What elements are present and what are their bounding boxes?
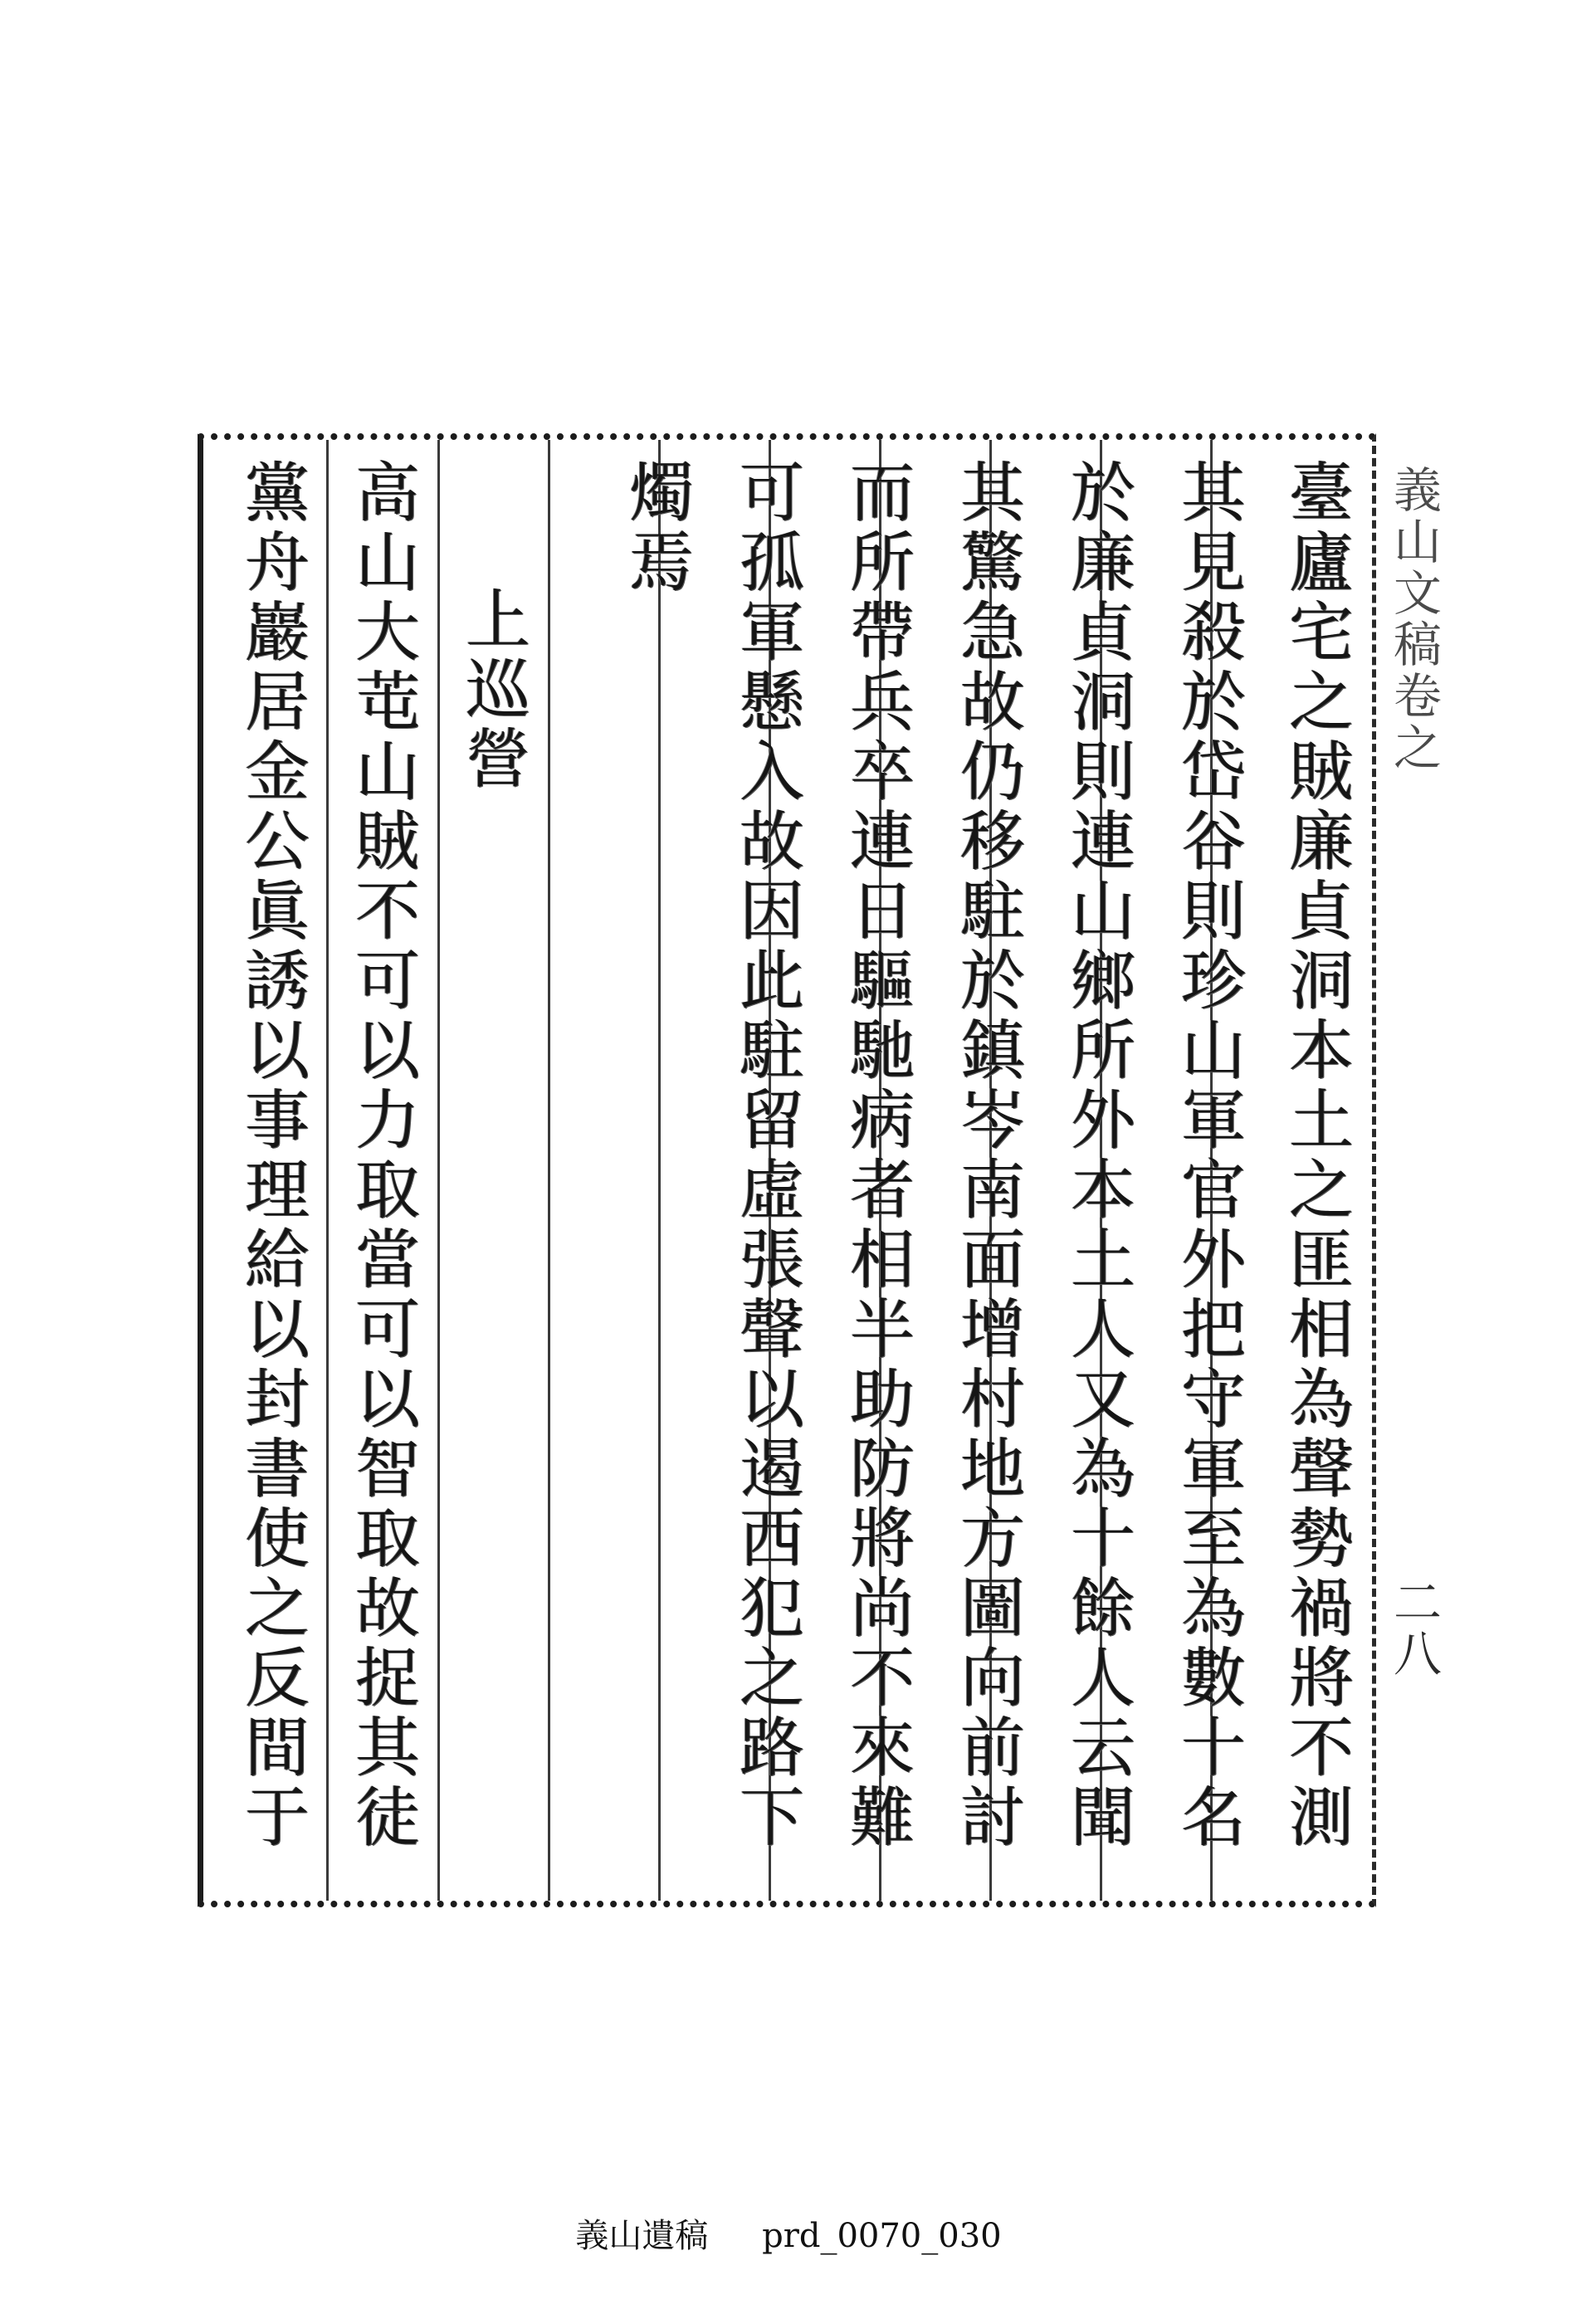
text-column-4: 其驚急故仍移駐於鎮岑南面增村地方圖向前討 — [950, 458, 1024, 1853]
caption-id: prd_0070_030 — [762, 2217, 1002, 2255]
text-column-6: 可孤軍懸入故因此駐留虛張聲以遏西犯之路下 — [729, 458, 803, 1853]
text-column-5: 而所帶兵卒連日驅馳病者相半助防將尚不來難 — [839, 458, 914, 1853]
text-column-10: 高山大芚山賊不可以力取當可以智取故捉其徒 — [344, 458, 419, 1853]
column-rule — [658, 440, 661, 1901]
text-column-2: 其見殺於岱谷則珍山軍官外把守軍至為數十名 — [1170, 458, 1245, 1853]
section-heading: 上巡營 — [455, 585, 530, 794]
column-rule — [548, 440, 550, 1901]
column-rule — [326, 440, 329, 1901]
text-column-11: 黨舟巖居金公眞誘以事理給以封書使之反間于 — [234, 458, 309, 1853]
text-column-1: 臺廬宅之賊廉貞洞本土之匪相為聲勢禍將不測 — [1278, 458, 1353, 1853]
print-frame — [198, 433, 1376, 1907]
column-rule — [437, 440, 440, 1901]
caption-title: 義山遺稿 — [575, 2217, 709, 2255]
text-column-7: 燭焉 — [618, 458, 693, 598]
block-margin-title: 義山文稿卷之 — [1385, 465, 1442, 774]
page-caption — [0, 2209, 1577, 2257]
block-margin-page-number: 二八 — [1385, 1577, 1442, 1680]
text-column-3: 於廉貞洞則連山鄉所外本土人又為十餘人云聞 — [1060, 458, 1135, 1853]
